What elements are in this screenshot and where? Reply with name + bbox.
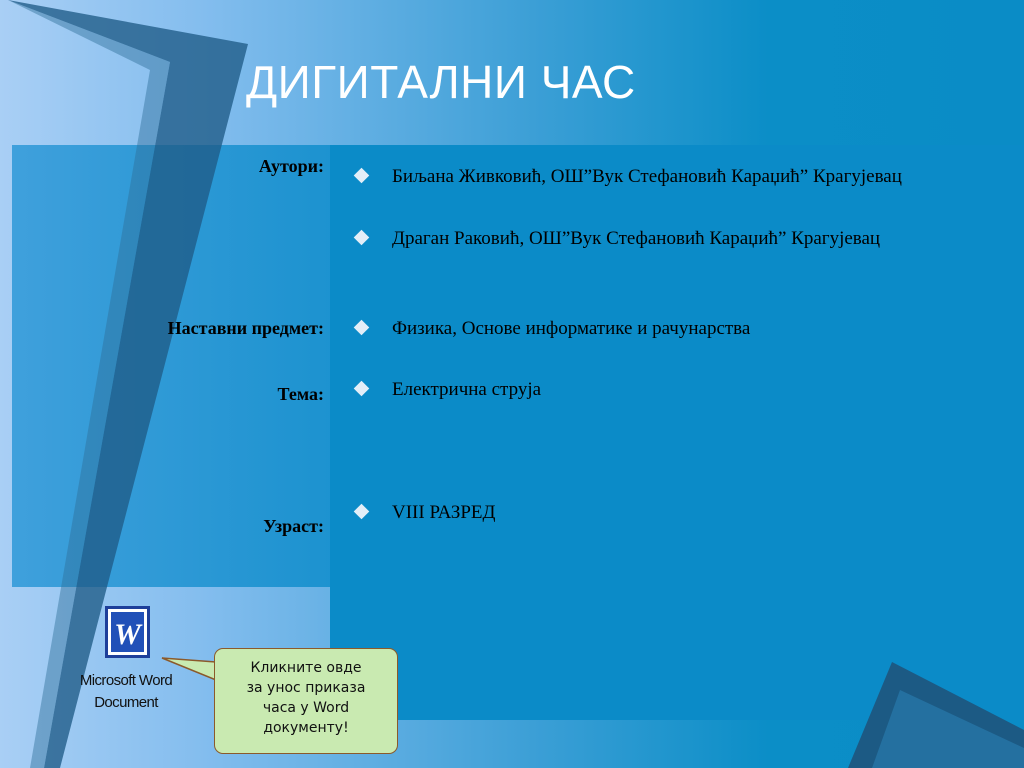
bullet-subject bbox=[356, 316, 996, 343]
word-document-icon[interactable] bbox=[105, 606, 150, 658]
callout-tail bbox=[160, 654, 220, 684]
callout-bubble bbox=[214, 648, 398, 754]
label-authors: Аутори: bbox=[258, 156, 324, 176]
word-caption-line: Document bbox=[94, 694, 158, 711]
callout-line: Кликните овде bbox=[250, 660, 362, 676]
diamond-bullet-icon bbox=[354, 230, 370, 246]
diamond-bullet-icon bbox=[354, 320, 370, 336]
bullet-topic bbox=[356, 377, 996, 404]
bullet-text: Биљана Живковић, ОШ”Вук Стефановић Караџић” Крагујевац bbox=[392, 166, 902, 187]
callout-line: документу! bbox=[263, 720, 349, 736]
diamond-bullet-icon bbox=[354, 168, 370, 184]
bullet-author-1 bbox=[356, 164, 996, 191]
bullet-text: Драган Раковић, ОШ”Вук Стефановић Караџић” Крагујевац bbox=[392, 228, 881, 249]
label-subject: Наставни предмет: bbox=[167, 318, 324, 338]
diamond-bullet-icon bbox=[354, 381, 370, 397]
bullet-author-2 bbox=[356, 226, 996, 253]
bullet-text: Електрична струја bbox=[392, 379, 542, 400]
label-age: Узраст: bbox=[263, 516, 324, 536]
word-caption-line: Microsoft Word bbox=[79, 672, 173, 689]
word-letter: W bbox=[114, 618, 141, 651]
bullet-text: VIII РАЗРЕД bbox=[392, 502, 496, 523]
bullet-age bbox=[356, 500, 996, 527]
label-topic: Тема: bbox=[277, 384, 324, 404]
callout-line: за унос приказа bbox=[246, 680, 366, 696]
callout-line: часа у Word bbox=[262, 700, 350, 716]
diamond-bullet-icon bbox=[354, 504, 370, 520]
slide-title: ДИГИТАЛНИ ЧАС bbox=[246, 56, 636, 108]
bullet-text: Физика, Основе информатике и рачунарства bbox=[392, 318, 751, 339]
